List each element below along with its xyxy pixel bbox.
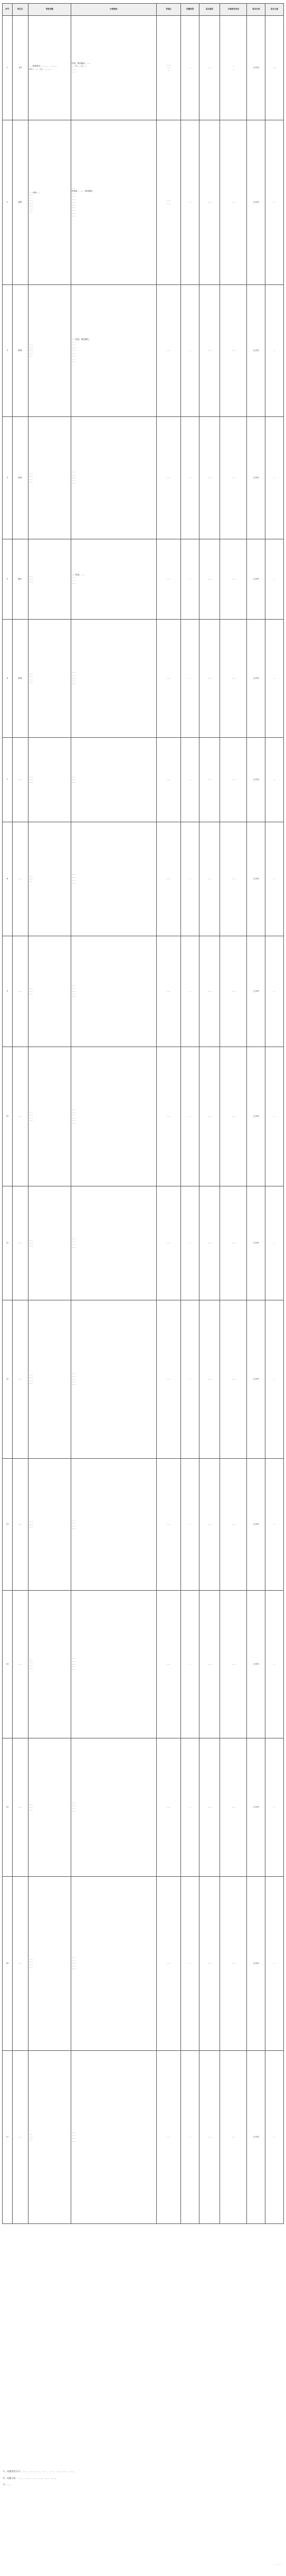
row-unit: …… [220,120,247,285]
row-district: 路桥 [12,285,28,417]
row-issue: …… …… …… …… [28,1591,71,1738]
row-case: …… [265,16,284,120]
row-result: …… …… …… …… …… [71,1300,156,1459]
row-district: …… [12,1877,28,2051]
table-row [3,417,284,539]
row-done: 已办结 [247,1047,265,1186]
row-result: ……经查，情况属实。 …… …… …… …… …… …… …… …… [71,285,156,417]
row-type: … [181,417,199,539]
notes [3,2470,281,2490]
table-row [3,1591,284,1738]
row-type: … [181,1047,199,1186]
row-type: … [181,738,199,822]
row-done: 已办结 [247,822,265,936]
row-area: …… [156,2051,180,2224]
row-done: 已办结 [247,1591,265,1738]
row-no: 5 [3,539,13,620]
row-result: …… …… …… …… …… [71,1877,156,2051]
table-row [3,738,284,822]
row-area: …… [156,417,180,539]
row-real: …… [199,16,220,120]
row-area: …… [156,620,180,738]
row-real: …… [199,1591,220,1738]
table-row [3,620,284,738]
row-district: 椒江 [12,539,28,620]
row-case: … [265,1738,284,1877]
row-district: …… [12,2051,28,2224]
row-done: 已办结 [247,1186,265,1300]
row-issue: …… …… …… …… [28,1300,71,1459]
row-issue: …… …… …… …… [28,417,71,539]
row-result: …… …… …… …… [71,822,156,936]
row-case: … [265,1300,284,1459]
table-row [3,120,284,285]
row-case: … [265,738,284,822]
row-district: …… [12,1047,28,1186]
header-result: 办理情况 [71,4,156,16]
row-done: 已办结 [247,16,265,120]
row-no: 12 [3,1300,13,1459]
table-row [3,1459,284,1591]
row-done: 已办结 [247,620,265,738]
row-area: …… [156,822,180,936]
row-real: …… [199,417,220,539]
table-header [3,4,284,16]
row-district: …… [12,936,28,1047]
row-area: …… [156,738,180,822]
row-case: … [265,417,284,539]
row-type: … [181,1591,199,1738]
note-2: 2、问题分类：……、……、……、……、……、……。 [3,2476,58,2479]
header-area: 举报区 [156,4,180,16]
row-district: …… [12,1738,28,1877]
row-unit: …… [220,738,247,822]
table-row [3,1186,284,1300]
row-real: …… [199,1300,220,1459]
row-area: …… [156,1300,180,1459]
row-result: …… …… …… …… [71,1186,156,1300]
row-real: …… [199,120,220,285]
note-3: 3、…… [3,2483,12,2486]
row-done: 已办结 [247,738,265,822]
row-real: …… [199,1186,220,1300]
header-unit: 办理责任单位 [220,4,247,16]
row-district: 黄岩 [12,417,28,539]
row-unit: … … [220,16,247,120]
table-row [3,2051,284,2224]
row-type: … [181,822,199,936]
row-type: … [181,936,199,1047]
row-area: …… [156,1591,180,1738]
case-table [2,3,284,2224]
row-result: …… …… …… …… …… …… [71,1047,156,1186]
row-case: … [265,620,284,738]
header-district: 所在区 [12,4,28,16]
row-result: …… …… …… …… …… [71,936,156,1047]
row-no: 8 [3,822,13,936]
row-area: …… …… … [156,16,180,120]
row-case: … [265,1877,284,2051]
table-row [3,16,284,120]
row-unit: …… [220,285,247,417]
row-result: …… …… …… …… [71,2051,156,2224]
row-no: 4 [3,417,13,539]
row-no: 15 [3,1738,13,1877]
header-real: 是否属实 [199,4,220,16]
row-result: …… …… …… …… [71,1738,156,1877]
row-issue: …… …… …… [28,2051,71,2224]
row-district: 温岭 [12,120,28,285]
header-no: 序号 [3,4,13,16]
row-issue: …… …… …… [28,1738,71,1877]
row-unit: …… [220,1459,247,1591]
row-result: …… …… …… …… [71,1459,156,1591]
row-case: … [265,285,284,417]
row-issue: …… …… …… [28,1459,71,1591]
row-no: 10 [3,1047,13,1186]
row-done: 已办结 [247,2051,265,2224]
row-done: 已办结 [247,1459,265,1591]
row-real: …… [199,620,220,738]
row-no: 2 [3,120,13,285]
table-row [3,936,284,1047]
row-district: …… [12,1186,28,1300]
row-area: …… [156,936,180,1047]
row-issue: …… …… …… …… …… [28,285,71,417]
row-real: …… [199,1459,220,1591]
row-no: 9 [3,936,13,1047]
row-done: 已办结 [247,285,265,417]
row-no: 6 [3,620,13,738]
row-unit: …… [220,2051,247,2224]
row-case: … [265,936,284,1047]
row-unit: …… [220,1300,247,1459]
table-row [3,1877,284,2051]
row-case: … [265,2051,284,2224]
row-issue: ……现场是否…………，………… 沿江…………边，………… [28,16,71,120]
row-district: 玉环 [12,16,28,120]
row-unit: …… [220,539,247,620]
header-issue: 举报问题 [28,4,71,16]
row-district: …… [12,1300,28,1459]
row-no: 14 [3,1591,13,1738]
row-type: … [181,120,199,285]
row-done: 已办结 [247,1877,265,2051]
row-issue: …… …… …… [28,822,71,936]
watermark: …… [274,2562,282,2566]
row-area: …… [156,1459,180,1591]
row-area: …… [156,1738,180,1877]
header-type: 问题类型 [181,4,199,16]
row-result: 经查，情况属实。…… ……月……日…… …… …… [71,16,156,120]
row-real: …… [199,2051,220,2224]
row-issue: …… …… …… [28,738,71,822]
row-case: … [265,1047,284,1186]
row-type: … [181,2051,199,2224]
table-row [3,1047,284,1186]
row-unit: …… [220,936,247,1047]
row-result: …… …… …… …… …… [71,620,156,738]
row-type: … [181,620,199,738]
row-type: … [181,1186,199,1300]
row-result: …… 经核查，……，情况属实。 …… …… …… …… …… …… …… …… …… [71,120,156,285]
row-area: …… [156,1877,180,2051]
row-unit: …… [220,1738,247,1877]
row-issue: …… …… …… …… [28,1877,71,2051]
row-issue: …… …… …… [28,539,71,620]
row-district: …… [12,822,28,936]
row-unit: …… [220,417,247,539]
row-no: 3 [3,285,13,417]
note-1: 1、问题类型分为：……、……、……、……、……、……、……、……。 [3,2470,75,2473]
row-done: 已办结 [247,936,265,1047]
row-issue: …… …… …… …… [28,620,71,738]
table-body [3,16,284,2224]
row-done: 已办结 [247,120,265,285]
row-real: …… [199,1738,220,1877]
row-issue: …… …… …… [28,1186,71,1300]
row-area: …… [156,285,180,417]
row-area: …… …… [156,120,180,285]
row-type: … [181,16,199,120]
row-issue: …… …… …… [28,936,71,1047]
row-real: …… [199,936,220,1047]
row-done: 已办结 [247,417,265,539]
row-no: 11 [3,1186,13,1300]
row-unit: …… [220,1877,247,2051]
row-result: ……经查，…… …… …… …… [71,539,156,620]
row-area: …… [156,539,180,620]
row-district: …… [12,738,28,822]
row-done: 已办结 [247,1300,265,1459]
row-no: 7 [3,738,13,822]
row-case: … [265,120,284,285]
row-result: …… …… …… …… …… [71,417,156,539]
row-case: … [265,1186,284,1300]
row-no: 1 [3,16,13,120]
row-no: 16 [3,1877,13,2051]
row-type: … [181,1877,199,2051]
row-type: … [181,1300,199,1459]
row-case: … [265,822,284,936]
table-row [3,285,284,417]
row-result: …… …… …… [71,738,156,822]
table-row [3,1738,284,1877]
row-unit: …… [220,1047,247,1186]
row-case: … [265,1591,284,1738]
row-unit: …… [220,822,247,936]
row-area: …… [156,1186,180,1300]
row-district: …… [12,1459,28,1591]
row-real: …… [199,1877,220,2051]
header-case: 是否立案 [265,4,284,16]
row-real: …… [199,1047,220,1186]
row-type: … [181,285,199,417]
row-unit: …… [220,1186,247,1300]
table-row [3,1300,284,1459]
row-no: 17 [3,2051,13,2224]
row-done: 已办结 [247,539,265,620]
row-real: …… [199,738,220,822]
row-district: …… [12,1591,28,1738]
row-real: …… [199,539,220,620]
row-type: … [181,539,199,620]
table-row [3,822,284,936]
row-case: … [265,1459,284,1591]
row-real: …… [199,285,220,417]
row-unit: …… [220,1591,247,1738]
row-issue: ……反映…… …… …… …… …… …… …… …… [28,120,71,285]
row-real: …… [199,822,220,936]
row-area: …… [156,1047,180,1186]
header-done: 是否办结 [247,4,265,16]
row-district: 临海 [12,620,28,738]
row-unit: …… [220,620,247,738]
row-no: 13 [3,1459,13,1591]
row-done: 已办结 [247,1738,265,1877]
row-type: … [181,1459,199,1591]
table-row [3,539,284,620]
row-result: …… …… …… …… …… [71,1591,156,1738]
row-issue: …… …… …… …… [28,1047,71,1186]
report-sheet [2,3,284,2224]
row-type: … [181,1738,199,1877]
row-case: … [265,539,284,620]
